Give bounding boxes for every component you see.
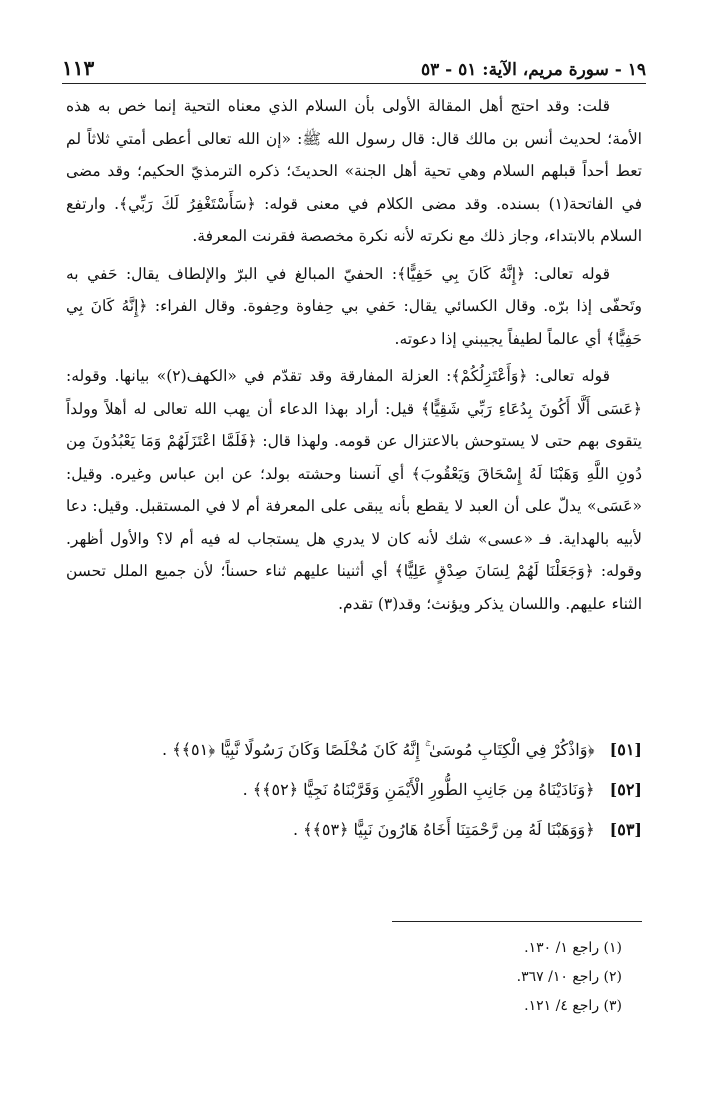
footnote-rule [392, 921, 642, 922]
verse-number: [٥٣] [609, 820, 642, 839]
verse-line [66, 810, 642, 850]
footnote: (٢) راجع ١٠/ ٣٦٧. [516, 969, 622, 985]
commentary-text [66, 90, 642, 620]
footnotes [66, 934, 622, 1021]
paragraph: قلت: وقد احتج أهل المقالة الأولى بأن السلام الذي معناه التحية إنما خص به هذه الأمة؛ لحديث أنس بن مالك قال: قال رسول الله ﷺ: «إن الله تعالى أعطى أمتي ثلاثاً لم تعط أحداً قبلهم السلام وهي تحية أهل الجنة» الحديثَ؛ ذكره الترمذيّ الحكيم؛ وقد مضى في الفاتحة(١) بسنده. وقد مضى الكلام في معنى قوله: ﴿سَأَسْتَغْفِرُ لَكَ رَبِّي﴾. وارتفع السلام بالابتداء، وجاز ذلك مع نكرته لأنه نكرة مخصصة فقرنت المعرفة. [66, 97, 642, 245]
verse-line [66, 770, 642, 810]
header-rule [62, 83, 646, 84]
footnote: (١) راجع ١/ ١٣٠. [524, 940, 622, 956]
footnote: (٣) راجع ٤/ ١٢١. [524, 998, 622, 1014]
running-title: ١٩ - سورة مريم، الآية: ٥١ - ٥٣ [420, 60, 646, 80]
verse-text: ﴿وَنَادَيْنَاهُ مِن جَانِبِ الطُّورِ الْأَيْمَنِ وَقَرَّبْنَاهُ نَجِيًّا ﴿٥٢﴾﴾ . [242, 780, 595, 799]
paragraph: قوله تعالى: ﴿إِنَّهُ كَانَ بِي حَفِيًّا﴾: الحفيّ المبالغ في البرّ والإلطاف يقال: حَفي به وتَحفّى إذا برّه. وقال الكسائي يقال: حَفي بي حِفاوة وحِفوة. وقال الفراء: ﴿إِنَّهُ كَانَ بِي حَفِيًّا﴾ أي عالماً لطيفاً يجيبني إذا دعوته. [66, 264, 642, 348]
page-header [62, 40, 646, 80]
verse-text: ﴿وَاذْكُرْ فِي الْكِتَابِ مُوسَىٰ ۚ إِنَّهُ كَانَ مُخْلَصًا وَكَانَ رَسُولًا نَّبِيًّا ﴿٥١﴾﴾ . [162, 740, 595, 759]
verse-text: ﴿وَوَهَبْنَا لَهُ مِن رَّحْمَتِنَا أَخَاهُ هَارُونَ نَبِيًّا ﴿٥٣﴾﴾ . [292, 820, 595, 839]
page-number: ١١٣ [62, 56, 95, 80]
verse-number: [٥١] [609, 740, 642, 759]
verse-line [66, 730, 642, 770]
verse-number: [٥٢] [609, 780, 642, 799]
paragraph: قوله تعالى: ﴿وَأَعْتَزِلُكُمْ﴾: العزلة المفارقة وقد تقدّم في «الكهف(٢)» بيانها. وقوله: ﴿عَسَى أَلَّا أَكُونَ بِدُعَاءِ رَبِّي شَقِيًّا﴾ قيل: أراد بهذا الدعاء أن يهب الله تعالى له أهلاً وولداً يتقوى بهم حتى لا يستوحش بالاعتزال عن قومه. ولهذا قال: ﴿فَلَمَّا اعْتَزَلَهُمْ وَمَا يَعْبُدُونَ مِن دُونِ اللَّهِ وَهَبْنَا لَهُ إِسْحَاقَ وَيَعْقُوبَ﴾ أي آنسنا وحشته بولد؛ عن ابن عباس وغيره. وقيل: «عَسَى» يدلّ على أن العبد لا يقطع بأنه يبقى على المعرفة أم لا في المستقبل. وقيل: دعا لأبيه بالهداية. فـ «عسى» شك لأنه كان لا يدري هل يستجاب له فيه أم لا؟ والأول أظهر. وقوله: ﴿وَجَعَلْنَا لَهُمْ لِسَانَ صِدْقٍ عَلِيًّا﴾ أي أثنينا عليهم ثناء حسناً؛ لأن جميع الملل تحسن الثناء عليهم. واللسان يذكر ويؤنث؛ وقد(٣) تقدم. [66, 367, 642, 613]
verse-list [66, 730, 642, 850]
